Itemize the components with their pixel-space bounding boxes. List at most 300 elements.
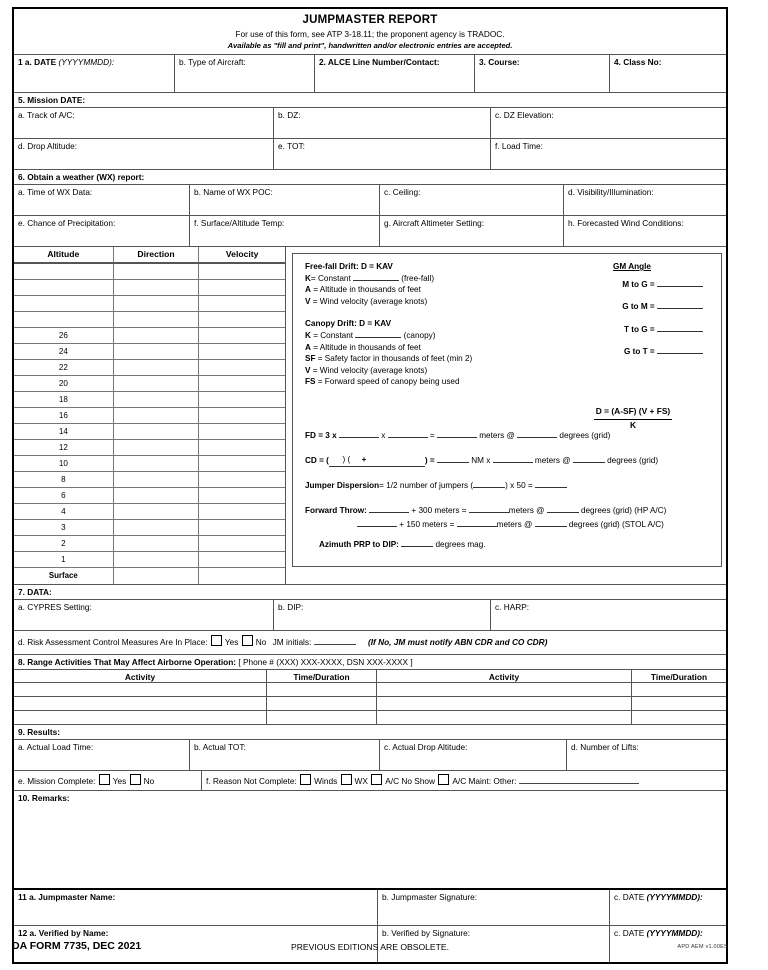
- wind-cell-altitude[interactable]: 24: [14, 344, 114, 360]
- act-cell-activity-2[interactable]: [377, 711, 632, 725]
- field-jumpmaster-signature[interactable]: [378, 890, 610, 926]
- eq-fd-blank-2[interactable]: [388, 437, 428, 438]
- eq-fd-label: FD = 3 x: [305, 431, 337, 440]
- eq-jd-blank-2[interactable]: [535, 487, 567, 488]
- eq-fd-equals: =: [429, 431, 435, 440]
- wind-cell-velocity[interactable]: [199, 504, 285, 520]
- wind-cell-direction[interactable]: [114, 472, 200, 488]
- wind-cell-altitude[interactable]: 1: [14, 552, 114, 568]
- footer-previous-editions: PREVIOUS EDITIONS ARE OBSOLETE.: [290, 942, 450, 952]
- field-actual-load-time[interactable]: [14, 740, 190, 771]
- field-aircraft-altimeter-setting-label: g. Aircraft Altimeter Setting:: [384, 218, 485, 228]
- field-dz-label: b. DZ:: [278, 110, 301, 120]
- eq-cd-nm: NM x: [471, 455, 491, 465]
- wind-cell-altitude[interactable]: 8: [14, 472, 114, 488]
- eq-ft-blank-1[interactable]: [369, 512, 409, 513]
- wind-cell-velocity[interactable]: [199, 328, 285, 344]
- wind-table-row: [14, 536, 285, 552]
- table-row: [14, 711, 726, 725]
- eq-jd-label: Jumper Dispersion: [305, 481, 380, 491]
- wind-cell-direction[interactable]: [114, 456, 200, 472]
- field-date-hint: (YYYYMMDD):: [58, 57, 115, 67]
- wind-table-row: [14, 376, 285, 392]
- field-track-of-ac[interactable]: [14, 108, 274, 139]
- eq-ft-hp: degrees (grid) (HP A/C): [580, 505, 667, 515]
- wind-altitude-table: [14, 247, 286, 584]
- eq-ft-meters-1: meters @: [508, 505, 545, 515]
- checkbox-reason-no-show[interactable]: [371, 774, 382, 785]
- wind-cell-direction[interactable]: [114, 376, 200, 392]
- wind-cell-velocity[interactable]: [199, 312, 285, 328]
- canopy-a: A = Altitude in thousands of feet: [305, 342, 421, 352]
- field-jumpmaster-date-hint: (YYYYMMDD):: [646, 892, 703, 902]
- checkbox-mission-no[interactable]: [130, 774, 141, 785]
- act-cell-time-1[interactable]: [267, 683, 377, 697]
- eq-ft-150: + 150 meters =: [399, 520, 455, 530]
- section-8-table-body: [14, 683, 726, 725]
- wind-cell-altitude[interactable]: [14, 264, 114, 280]
- field-actual-drop-altitude[interactable]: [380, 740, 567, 771]
- eq-ft-blank-4[interactable]: [357, 526, 397, 527]
- eq-az-tail: degrees mag.: [435, 539, 486, 549]
- formula-box-wrapper: [286, 247, 726, 584]
- field-surface-altitude-temp[interactable]: [190, 216, 380, 247]
- wind-cell-velocity[interactable]: [199, 568, 285, 584]
- wind-table-row: [14, 344, 285, 360]
- field-chance-of-precipitation[interactable]: [14, 216, 190, 247]
- checkbox-reason-winds[interactable]: [300, 774, 311, 785]
- reason-maint-label: A/C Maint:: [452, 776, 492, 786]
- wind-table-row: [14, 360, 285, 376]
- wind-cell-direction[interactable]: [114, 264, 200, 280]
- canopy-k-blank[interactable]: [355, 337, 401, 338]
- field-drop-altitude[interactable]: [14, 139, 274, 170]
- wind-table-row: [14, 408, 285, 424]
- eq-fd-blank-1[interactable]: [339, 437, 379, 438]
- eq-cd-plus: +: [361, 454, 367, 464]
- eq-ft-blank-6[interactable]: [535, 526, 567, 527]
- field-forecasted-wind-conditions[interactable]: [564, 216, 726, 247]
- wind-cell-direction[interactable]: [114, 536, 200, 552]
- wind-table-row: [14, 296, 285, 312]
- field-actual-tot[interactable]: [190, 740, 380, 771]
- wind-cell-direction[interactable]: [114, 504, 200, 520]
- field-jumpmaster-name[interactable]: [14, 890, 378, 926]
- act-col-activity-2: Activity: [377, 670, 632, 683]
- act-cell-time-2[interactable]: [632, 683, 726, 697]
- wind-and-formula-area: [14, 247, 726, 585]
- freefall-k: K= Constant (free-fall): [305, 273, 435, 283]
- eq-ft-blank-3[interactable]: [547, 512, 579, 513]
- field-harp-label: c. HARP:: [495, 602, 530, 612]
- section-8-bar: [14, 655, 726, 670]
- wind-cell-direction[interactable]: [114, 552, 200, 568]
- section-5-row-1: [14, 108, 726, 139]
- gm-blank-t-to-g[interactable]: [657, 331, 703, 332]
- gm-angle-title: GM Angle: [613, 262, 651, 271]
- jm-initials-blank[interactable]: [314, 644, 356, 645]
- act-cell-activity-1[interactable]: [14, 711, 267, 725]
- field-type-of-aircraft-label: b. Type of Aircraft:: [179, 57, 246, 67]
- field-tot[interactable]: [274, 139, 491, 170]
- section-6-bar: 6. Obtain a weather (WX) report:: [14, 170, 726, 185]
- eq-fd[interactable]: [305, 430, 715, 442]
- eq-az-label: Azimuth PRP to DIP:: [319, 539, 399, 549]
- wind-cell-altitude[interactable]: 16: [14, 408, 114, 424]
- gm-row-t-to-g[interactable]: [557, 324, 707, 336]
- field-alce-line-number[interactable]: [315, 55, 475, 93]
- section-9-row-1: [14, 740, 726, 771]
- field-aircraft-altimeter-setting[interactable]: [380, 216, 564, 247]
- wind-cell-direction[interactable]: [114, 408, 200, 424]
- section-7-row-1: [14, 600, 726, 631]
- section-7-row-2: [14, 631, 726, 655]
- footer-form-number: DA FORM 7735, DEC 2021: [12, 940, 142, 952]
- eq-ft-label: Forward Throw:: [305, 505, 367, 515]
- wind-cell-velocity[interactable]: [199, 536, 285, 552]
- risk-note: (If No, JM must notify ABN CDR and CO CDR): [367, 637, 548, 647]
- act-cell-activity-1[interactable]: [14, 683, 267, 697]
- wind-cell-velocity[interactable]: [199, 552, 285, 568]
- wind-cell-altitude[interactable]: 14: [14, 424, 114, 440]
- wind-cell-direction[interactable]: [114, 280, 200, 296]
- wind-cell-velocity[interactable]: [199, 520, 285, 536]
- risk-assessment-label: d. Risk Assessment Control Measures Are In Place:: [18, 637, 208, 647]
- eq-ft-meters-2: meters @: [496, 520, 533, 530]
- eq-forward-throw-hp[interactable]: [305, 505, 715, 517]
- eq-jd-blank-1[interactable]: [473, 487, 505, 488]
- wind-table-body: [14, 264, 285, 584]
- eq-cd-degrees: degrees (grid): [607, 455, 659, 465]
- reason-other-label: Other:: [493, 776, 517, 786]
- field-forecasted-wind-conditions-label: h. Forecasted Wind Conditions:: [568, 218, 684, 228]
- wind-cell-velocity[interactable]: [199, 424, 285, 440]
- wind-cell-velocity[interactable]: [199, 376, 285, 392]
- freefall-k-blank[interactable]: [353, 280, 399, 281]
- field-jumpmaster-date[interactable]: [610, 890, 726, 926]
- canopy-k: K = Constant (canopy): [305, 330, 436, 340]
- field-verified-date-label: c. DATE: [614, 928, 645, 938]
- eq-fd-meters: meters @: [479, 431, 515, 440]
- risk-yes-label: Yes: [224, 637, 239, 647]
- freefall-title-text: Free-fall Drift: D = KAV: [305, 262, 393, 271]
- wind-table-row: [14, 520, 285, 536]
- d-formula-block: [553, 406, 713, 431]
- section-8-table-header: [14, 670, 726, 683]
- field-load-time[interactable]: [491, 139, 726, 170]
- section-10-remarks-row: [14, 805, 726, 890]
- field-number-of-lifts-label: d. Number of Lifts:: [571, 742, 639, 752]
- footer-apd-version: APD AEM v1.00ES: [677, 944, 728, 950]
- act-cell-time-1[interactable]: [267, 697, 377, 711]
- gm-row-m-to-g[interactable]: [557, 279, 707, 291]
- field-surface-altitude-temp-label: f. Surface/Altitude Temp:: [194, 218, 285, 228]
- gm-blank-g-to-t[interactable]: [657, 353, 703, 354]
- section-7-bar: 7. DATA:: [14, 585, 726, 600]
- eq-fd-blank-4[interactable]: [517, 437, 557, 438]
- section-6-row-2: [14, 216, 726, 247]
- field-jumpmaster-name-label: 11 a. Jumpmaster Name:: [18, 892, 116, 902]
- table-row: [14, 697, 726, 711]
- checkbox-risk-yes[interactable]: [211, 635, 222, 646]
- field-jumpmaster-date-label: c. DATE: [614, 892, 645, 902]
- gm-blank-g-to-m[interactable]: [657, 308, 703, 309]
- wind-table-row: [14, 456, 285, 472]
- wind-cell-direction[interactable]: [114, 568, 200, 584]
- section-10-bar: 10. Remarks:: [18, 793, 70, 803]
- section-8-bar-bold: 8. Range Activities That May Affect Airborne Operation:: [18, 657, 237, 667]
- section-6-row-1: [14, 185, 726, 216]
- form-title-block: [14, 9, 726, 55]
- wind-cell-velocity[interactable]: [199, 488, 285, 504]
- page-title: JUMPMASTER REPORT: [302, 14, 438, 26]
- mission-no-label: No: [143, 776, 155, 786]
- section-9-bar: 9. Results:: [14, 725, 726, 740]
- section-1-row: [14, 55, 726, 93]
- section-8-bar-phone: [ Phone # (XXX) XXX-XXXX, DSN XXX-XXXX ]: [238, 657, 413, 667]
- wind-cell-direction[interactable]: [114, 392, 200, 408]
- act-col-time-1: Time/Duration: [267, 670, 377, 683]
- wind-cell-direction[interactable]: [114, 424, 200, 440]
- eq-cd-blank-3[interactable]: [573, 462, 605, 463]
- eq-jumper-dispersion[interactable]: [305, 480, 715, 492]
- reason-wx-label: WX: [354, 776, 368, 786]
- eq-fd-blank-3[interactable]: [437, 437, 477, 438]
- wind-cell-velocity[interactable]: [199, 360, 285, 376]
- field-alce-label: 2. ALCE Line Number/Contact:: [319, 57, 440, 67]
- wind-table-row: [14, 424, 285, 440]
- field-class-no-label: 4. Class No:: [614, 57, 662, 67]
- wind-cell-velocity[interactable]: [199, 280, 285, 296]
- wind-table-row: [14, 488, 285, 504]
- gm-label-m-to-g: M to G =: [622, 279, 655, 289]
- wind-cell-altitude[interactable]: 4: [14, 504, 114, 520]
- eq-fd-degrees: degrees (grid): [559, 431, 611, 440]
- wind-cell-direction[interactable]: [114, 312, 200, 328]
- wind-table-row: [14, 552, 285, 568]
- wind-cell-direction[interactable]: [114, 344, 200, 360]
- wind-cell-direction[interactable]: [114, 488, 200, 504]
- act-cell-activity-1[interactable]: [14, 697, 267, 711]
- wind-cell-altitude[interactable]: 10: [14, 456, 114, 472]
- wind-cell-altitude[interactable]: 26: [14, 328, 114, 344]
- freefall-v: V = Wind velocity (average knots): [305, 296, 428, 306]
- eq-cd-meters: meters @: [534, 455, 571, 465]
- wind-cell-altitude[interactable]: [14, 280, 114, 296]
- eq-az-blank[interactable]: [401, 546, 433, 547]
- wind-cell-altitude[interactable]: 6: [14, 488, 114, 504]
- canopy-fs: FS = Forward speed of canopy being used: [305, 377, 460, 387]
- field-drop-altitude-label: d. Drop Altitude:: [18, 141, 78, 151]
- canopy-v: V = Wind velocity (average knots): [305, 365, 428, 375]
- wind-cell-altitude[interactable]: [14, 312, 114, 328]
- wind-table-row: [14, 472, 285, 488]
- act-cell-activity-2[interactable]: [377, 697, 632, 711]
- field-verified-by-signature-label: b. Verified by Signature:: [382, 928, 471, 938]
- field-dz-elevation[interactable]: [491, 108, 726, 139]
- wind-cell-altitude[interactable]: 20: [14, 376, 114, 392]
- eq-ft-300: + 300 meters =: [411, 505, 467, 515]
- gm-label-t-to-g: T to G =: [624, 324, 655, 334]
- eq-cd-blank-2[interactable]: [493, 462, 533, 463]
- wind-table-row: [14, 568, 285, 584]
- checkbox-reason-maint[interactable]: [438, 774, 449, 785]
- wind-cell-velocity[interactable]: [199, 456, 285, 472]
- eq-cd[interactable]: CD = ( ) ( + ) = NM x meters @ degrees (grid): [305, 455, 715, 468]
- mission-complete-label: e. Mission Complete:: [18, 776, 96, 786]
- wind-table-row: [14, 504, 285, 520]
- wind-cell-velocity[interactable]: [199, 408, 285, 424]
- act-cell-time-2[interactable]: [632, 697, 726, 711]
- wind-table-row: [14, 440, 285, 456]
- act-cell-time-1[interactable]: [267, 711, 377, 725]
- wind-cell-velocity[interactable]: [199, 296, 285, 312]
- wind-table-row: [14, 328, 285, 344]
- wind-col-velocity: Velocity: [199, 247, 285, 263]
- wind-cell-velocity[interactable]: [199, 264, 285, 280]
- field-time-of-wx-data-label: a. Time of WX Data:: [18, 187, 93, 197]
- reason-no-show-label: A/C No Show: [385, 776, 436, 786]
- reason-other-blank[interactable]: [519, 783, 639, 784]
- equation-lines: [305, 430, 715, 551]
- field-tot-label: e. TOT:: [278, 141, 305, 151]
- wind-cell-direction[interactable]: [114, 440, 200, 456]
- field-cypres-setting-label: a. CYPRES Setting:: [18, 602, 92, 612]
- field-time-of-wx-data[interactable]: [14, 185, 190, 216]
- wind-cell-altitude[interactable]: 18: [14, 392, 114, 408]
- field-number-of-lifts[interactable]: [567, 740, 726, 771]
- gm-blank-m-to-g[interactable]: [657, 286, 703, 287]
- wind-col-altitude: Altitude: [14, 247, 114, 263]
- eq-ft-blank-5[interactable]: [457, 526, 497, 527]
- field-reason-not-complete: [202, 771, 726, 791]
- field-jumpmaster-signature-label: b. Jumpmaster Signature:: [382, 892, 477, 902]
- form-subtitle-availability: Available as "fill and print", handwritten and/or electronic entries are accepted.: [227, 41, 513, 50]
- field-name-of-wx-poc-label: b. Name of WX POC:: [194, 187, 273, 197]
- wind-table-row: [14, 280, 285, 296]
- eq-azimuth-prp-to-dip[interactable]: [305, 539, 715, 551]
- wind-col-direction: Direction: [114, 247, 200, 263]
- field-harp[interactable]: [491, 600, 726, 631]
- wind-cell-direction[interactable]: [114, 360, 200, 376]
- eq-ft-stol: degrees (grid) (STOL A/C): [568, 520, 664, 530]
- field-dip[interactable]: [274, 600, 491, 631]
- field-date-label: 1 a. DATE: [18, 57, 57, 67]
- form-subtitle-proponent: For use of this form, see ATP 3-18.11; the proponent agency is TRADOC.: [235, 29, 505, 39]
- section-9-row-2: [14, 771, 726, 791]
- wind-cell-direction[interactable]: [114, 328, 200, 344]
- gm-row-g-to-t[interactable]: [557, 346, 707, 358]
- eq-forward-throw-stol[interactable]: [305, 519, 715, 531]
- wind-cell-altitude[interactable]: 22: [14, 360, 114, 376]
- jm-initials-label: JM initials:: [272, 637, 312, 647]
- field-remarks[interactable]: [14, 805, 726, 890]
- wind-cell-altitude[interactable]: 12: [14, 440, 114, 456]
- wind-table-header-row: [14, 247, 285, 264]
- reason-winds-label: Winds: [314, 776, 338, 786]
- gm-angle-block: [557, 261, 707, 369]
- field-visibility-illumination[interactable]: [564, 185, 726, 216]
- eq-cd-close: ) =: [424, 455, 435, 465]
- wind-cell-direction[interactable]: [114, 520, 200, 536]
- wind-table-row: [14, 264, 285, 280]
- field-verified-date-hint: (YYYYMMDD):: [646, 928, 703, 938]
- field-visibility-illumination-label: d. Visibility/Illumination:: [568, 187, 654, 197]
- field-type-of-aircraft[interactable]: [175, 55, 315, 93]
- field-dz-elevation-label: c. DZ Elevation:: [495, 110, 554, 120]
- field-load-time-label: f. Load Time:: [495, 141, 543, 151]
- field-dz[interactable]: [274, 108, 491, 139]
- d-formula-numerator: D = (A-SF) (V + FS): [594, 406, 672, 420]
- drift-formula-box: [292, 253, 722, 567]
- wind-cell-velocity[interactable]: [199, 472, 285, 488]
- wind-table-row: [14, 312, 285, 328]
- mission-yes-label: Yes: [112, 776, 127, 786]
- table-row: [14, 683, 726, 697]
- eq-jd-text: = 1/2 number of jumpers (: [379, 481, 474, 491]
- eq-fd-x: x: [381, 431, 386, 440]
- eq-jd-x50: ) x 50 =: [505, 481, 533, 491]
- act-cell-time-2[interactable]: [632, 711, 726, 725]
- jumpmaster-report-form: [12, 7, 728, 964]
- reason-not-complete-label: f. Reason Not Complete:: [206, 776, 297, 786]
- gm-label-g-to-t: G to T =: [624, 347, 655, 357]
- checkbox-mission-yes[interactable]: [99, 774, 110, 785]
- wind-cell-velocity[interactable]: [199, 440, 285, 456]
- field-verified-by-name-label: 12 a. Verified by Name:: [18, 928, 109, 938]
- gm-row-g-to-m[interactable]: [557, 301, 707, 313]
- eq-cd-blank-1[interactable]: [437, 462, 469, 463]
- d-formula-denominator: K: [629, 419, 637, 430]
- field-track-of-ac-label: a. Track of A/C:: [18, 110, 75, 120]
- canopy-title-text: Canopy Drift: D = KAV: [305, 319, 392, 329]
- field-name-of-wx-poc[interactable]: [190, 185, 380, 216]
- wind-cell-velocity[interactable]: [199, 392, 285, 408]
- field-class-no[interactable]: [610, 55, 726, 93]
- checkbox-risk-no[interactable]: [242, 635, 253, 646]
- eq-ft-blank-2[interactable]: [469, 512, 509, 513]
- wind-cell-velocity[interactable]: [199, 344, 285, 360]
- field-actual-drop-altitude-label: c. Actual Drop Altitude:: [384, 742, 468, 752]
- field-course-label: 3. Course:: [479, 57, 520, 67]
- field-cypres-setting[interactable]: [14, 600, 274, 631]
- form-footer: [12, 938, 728, 960]
- wind-cell-altitude[interactable]: 3: [14, 520, 114, 536]
- section-5-row-2: [14, 139, 726, 170]
- field-chance-of-precipitation-label: e. Chance of Precipitation:: [18, 218, 116, 228]
- act-col-activity-1: Activity: [14, 670, 267, 683]
- eq-cd-label: CD = (: [305, 455, 329, 465]
- act-cell-activity-2[interactable]: [377, 683, 632, 697]
- canopy-sf: SF = Safety factor in thousands of feet (min 2): [305, 354, 473, 364]
- wind-table-row: [14, 392, 285, 408]
- field-ceiling[interactable]: [380, 185, 564, 216]
- wind-cell-direction[interactable]: [114, 296, 200, 312]
- field-dip-label: b. DIP:: [278, 602, 304, 612]
- field-date[interactable]: [14, 55, 175, 93]
- wind-cell-altitude[interactable]: 2: [14, 536, 114, 552]
- field-mission-complete: [14, 771, 202, 791]
- field-actual-tot-label: b. Actual TOT:: [194, 742, 246, 752]
- section-5-bar: 5. Mission DATE:: [14, 93, 726, 108]
- field-course[interactable]: [475, 55, 610, 93]
- field-risk-assessment: [14, 631, 726, 655]
- checkbox-reason-wx[interactable]: [341, 774, 352, 785]
- wind-cell-altitude[interactable]: Surface: [14, 568, 114, 584]
- wind-cell-altitude[interactable]: [14, 296, 114, 312]
- gm-label-g-to-m: G to M =: [622, 302, 655, 312]
- field-actual-load-time-label: a. Actual Load Time:: [18, 742, 94, 752]
